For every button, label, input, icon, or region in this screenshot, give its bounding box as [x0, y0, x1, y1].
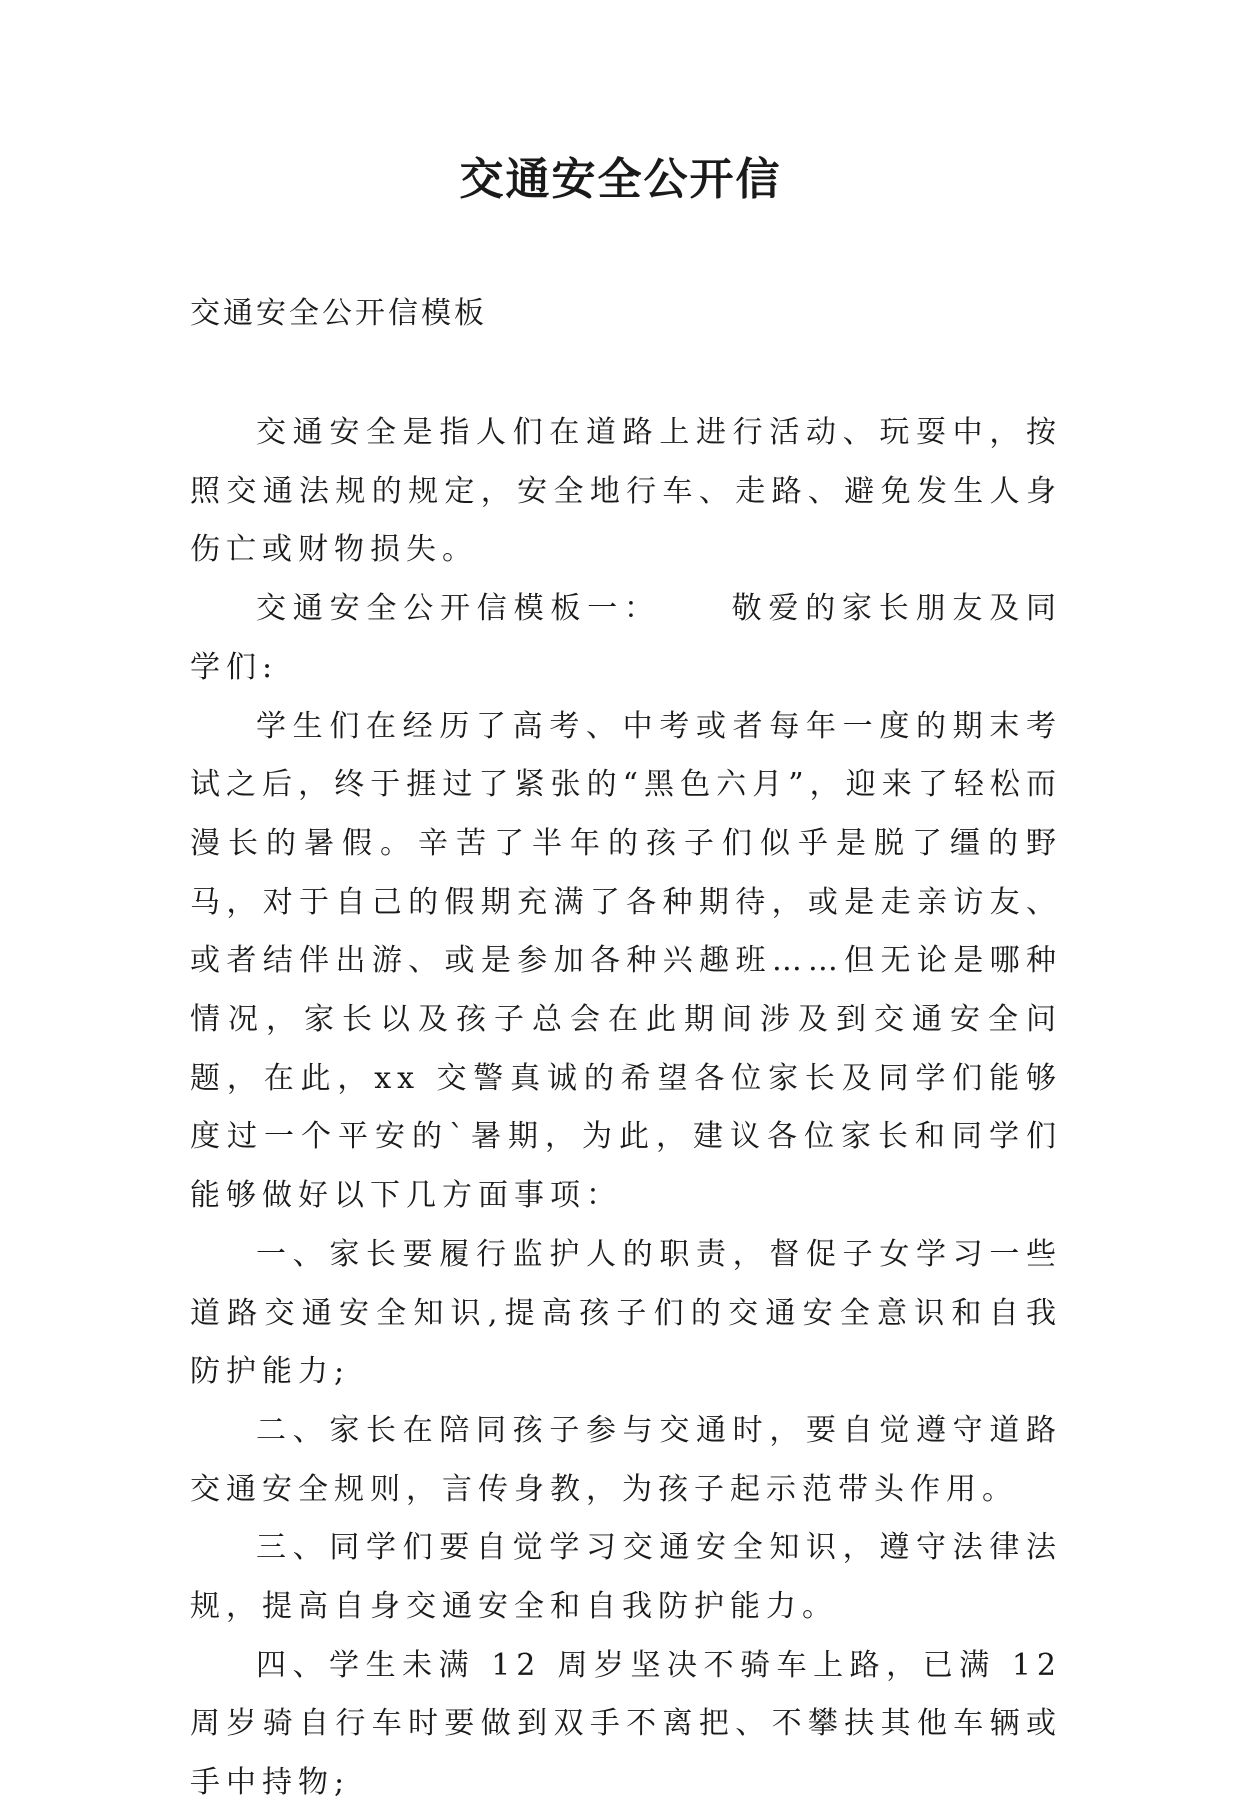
list-item-1: 一、家长要履行监护人的职责，督促子女学习一些道路交通安全知识,提高孩子们的交通安全意识和自我防护能力; — [190, 1236, 1062, 1390]
document-body — [190, 404, 1062, 1813]
list-item-4: 四、学生未满 12 周岁坚决不骑车上路，已满 12 周岁骑自行车时要做到双手不离把、不攀扶其他车辆或手中持物; — [190, 1647, 1062, 1801]
document-subtitle: 交通安全公开信模板 — [190, 296, 487, 331]
list-item-2: 二、家长在陪同孩子参与交通时，要自觉遵守道路交通安全规则，言传身教，为孩子起示范带头作用。 — [190, 1412, 1062, 1507]
intro-paragraph: 交通安全是指人们在道路上进行活动、玩耍中，按照交通法规的规定，安全地行车、走路、避免发生人身伤亡或财物损失。 — [190, 415, 1062, 568]
body-paragraph: 学生们在经历了高考、中考或者每年一度的期末考试之后，终于捱过了紧张的“黑色六月”，迎来了轻松而漫长的暑假。辛苦了半年的孩子们似乎是脱了缰的野马，对于自己的假期充满了各种期待，或是走亲访友、或者结伴出游、或是参加各种兴趣班……但无论是哪种情况，家长以及孩子总会在此期间涉及到交通安全问题，在此，xx 交警真诚的希望各位家长及同学们能够度过一个平安的`暑期，为此，建议各位家长和同学们能够做好以下几方面事项： — [190, 708, 1062, 1214]
template-heading-paragraph — [190, 580, 1062, 697]
template-heading: 交通安全公开信模板一： — [256, 591, 661, 627]
list-item-3: 三、同学们要自觉学习交通安全知识，遵守法律法规，提高自身交通安全和自我防护能力。 — [190, 1530, 1062, 1625]
document-title: 交通安全公开信 — [459, 154, 782, 205]
salutation: 敬爱的家长朋友及同学们: — [190, 591, 1063, 685]
